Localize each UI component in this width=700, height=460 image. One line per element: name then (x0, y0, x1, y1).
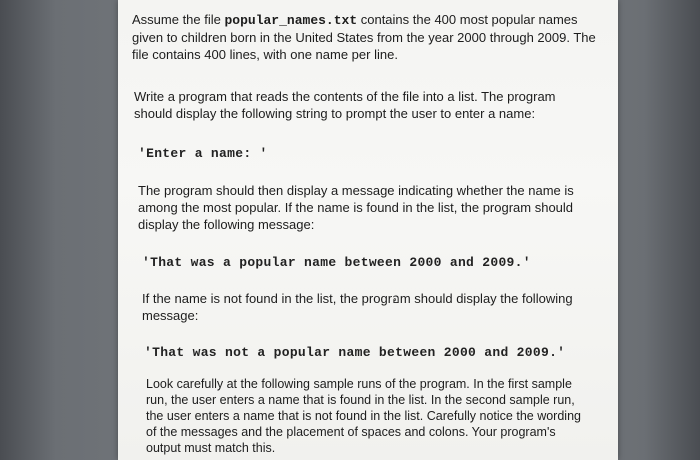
not-found-paragraph: If the name is not found in the list, the progrอm should display the following message: (142, 291, 573, 323)
intro-before-file: Assume the file (132, 12, 225, 27)
found-message: 'That was a popular name between 2000 and 2009.' (142, 255, 531, 270)
intro-paragraph (132, 11, 602, 63)
intro-after-file: contains the 400 most popular names given to children born in the United States from the year 2000 through 2009. The file contains 400 lines, with one name per line. (132, 12, 596, 62)
found-paragraph: The program should then display a message indicating whether the name is among the most popular. If the name is found in the list, the program should display the following message: (138, 183, 574, 232)
prompt-string: 'Enter a name: ' (138, 146, 268, 161)
file-name: popular_names.txt (224, 13, 358, 28)
instruction-paragraph: Write a program that reads the contents of the file into a list. The program should display the following string to prompt the user to enter a name: (134, 89, 556, 121)
closing-paragraph: Look carefully at the following sample runs of the program. In the first sample run, the user enters a name that is found in the list. In the second sample run, the user enters a name that is not found in the list. Carefully notice the wording of the messages and the placement of spaces and colons. Your program's output must match this. (146, 377, 581, 455)
not-found-message: 'That was not a popular name between 2000 and 2009.' (144, 345, 566, 360)
document-page (118, 0, 618, 460)
